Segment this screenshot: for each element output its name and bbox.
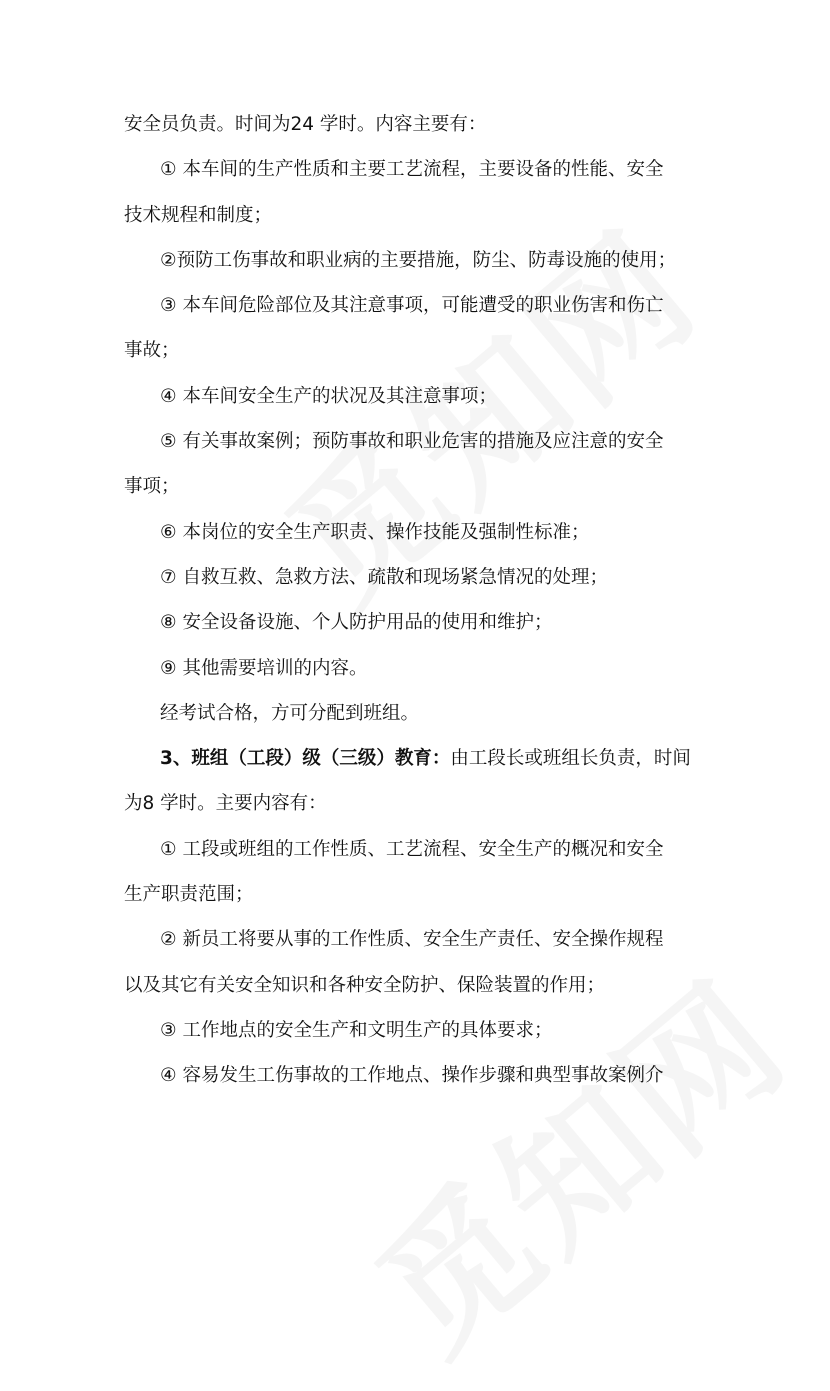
text-line: 事故； [124,340,180,362]
section-heading-rest: 由工段长或班组长负责，时间 [450,748,691,770]
list-item: ⑨ 其他需要培训的内容。 [160,657,368,679]
paragraph: 经考试合格，方可分配到班组。 [160,702,420,724]
text-line: 安全员负责。时间为24 学时。内容主要有： [124,114,487,135]
list-item: ⑧ 安全设备设施、个人防护用品的使用和维护； [160,612,553,634]
document-body [124,102,714,1099]
section-heading: 3、班组（工段）级（三级）教育： [160,748,451,770]
text-line: 以及其它有关安全知识和各种安全防护、保险装置的作用； [124,974,606,996]
list-item: ⑦ 自救互救、急救方法、疏散和现场紧急情况的处理； [160,566,608,588]
list-item: ③ 工作地点的安全生产和文明生产的具体要求； [160,1019,553,1041]
list-item: ④ 容易发生工伤事故的工作地点、操作步骤和典型事故案例介 [160,1065,664,1087]
text-line: 技术规程和制度； [124,204,273,226]
text-line: 事项； [124,476,180,498]
list-item: ① 工段或班组的工作性质、工艺流程、安全生产的概况和安全 [160,838,664,860]
list-item: ③ 本车间危险部位及其注意事项，可能遭受的职业伤害和伤亡 [160,295,664,317]
text-line: 生产职责范围； [124,884,254,906]
section-heading-line [124,736,714,781]
text-line: 为8 学时。主要内容有： [124,793,327,815]
list-item: ④ 本车间安全生产的状况及其注意事项； [160,385,497,407]
list-item: ⑤ 有关事故案例；预防事故和职业危害的措施及应注意的安全 [160,431,664,453]
list-item: ⑥ 本岗位的安全生产职责、操作技能及强制性标准； [160,521,590,543]
list-item: ② 新员工将要从事的工作性质、安全生产责任、安全操作规程 [160,929,664,951]
list-item: ②预防工伤事故和职业病的主要措施，防尘、防毒设施的使用； [160,249,677,271]
list-item: ① 本车间的生产性质和主要工艺流程，主要设备的性能、安全 [160,159,664,181]
